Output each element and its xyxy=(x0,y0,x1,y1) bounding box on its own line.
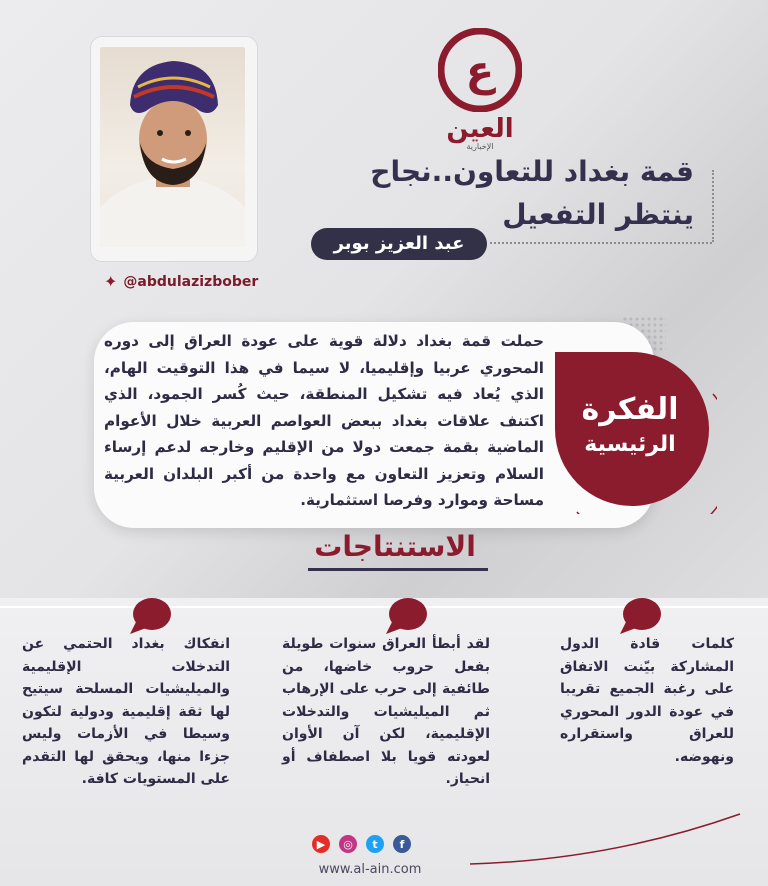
facebook-icon[interactable]: f xyxy=(393,835,411,853)
logo-subtitle: الإخبارية xyxy=(466,142,494,151)
main-idea-subtitle: الرئيسية xyxy=(584,432,676,457)
twitter-bird-icon: ✦ xyxy=(104,272,118,291)
author-name-badge: عبد العزيز بوبر xyxy=(311,228,487,260)
conclusion-item-2: لقد أبطأ العراق سنوات طويلة بفعل حروب خاضها، من طائفية إلى حرب على الإرهاب ثم الميليشيات والتدخلات الإقليمية، لكن آن الأوان لعودته قويا بلا اصطفاف أو انحياز. xyxy=(282,636,490,787)
logo-wordmark: العين xyxy=(446,114,514,144)
main-idea-badge xyxy=(547,344,717,514)
decorative-curve xyxy=(470,808,750,868)
headline-line-2: ينتظر التفعيل xyxy=(502,198,694,231)
speech-bubble-icon xyxy=(384,596,428,636)
headline-line-1: قمة بغداد للتعاون..نجاح xyxy=(370,155,694,188)
conclusions-underline xyxy=(308,568,488,571)
author-handle-text: @abdulazizbober xyxy=(123,273,259,290)
youtube-icon[interactable]: ▶ xyxy=(312,835,330,853)
speech-bubble-icon xyxy=(128,596,172,636)
website-link[interactable]: www.al-ain.com xyxy=(318,862,422,877)
main-idea-title: الفكرة xyxy=(581,392,679,427)
al-ain-logo xyxy=(438,28,522,112)
headline-dotted-frame-horizontal xyxy=(490,242,712,244)
conclusions-title: الاستنتاجات xyxy=(314,530,476,563)
author-photo xyxy=(100,47,245,247)
social-icons xyxy=(312,835,411,853)
author-handle[interactable] xyxy=(104,272,258,291)
conclusion-item-1: كلمات قادة الدول المشاركة بيّنت الاتفاق على رغبة الجميع تقريبا في عودة الدور المحوري للعراق واستقراره ونهوضه. xyxy=(560,636,734,765)
main-idea-text: حملت قمة بغداد دلالة قوية على عودة العراق إلى دوره المحوري عربيا وإقليميا، لا سيما في هذا التوقيت الهام، الذي يُعاد فيه تشكيل المنطقة، حيث كُسر الجمود، الذي اكتنف علاقات بغداد ببعض العواصم العربية خلال الأعوام الماضية بقمة جمعت دولا من الإقليم وخارجه لدعم إرساء السلام وتعزيز التعاون مع واحدة من أكبر البلدان العربية مساحة وموارد وفرصا استثمارية. xyxy=(104,332,544,509)
instagram-icon[interactable]: ◎ xyxy=(339,835,357,853)
speech-bubble-icon xyxy=(618,596,662,636)
conclusion-item-3: انفكاك بغداد الحتمي عن التدخلات الإقليمية والميليشيات المسلحة سيتيح لها ثقة إقليمية ودولية لتكون وسيطا في الأزمات وليس جزءا منها، ويحقق لها التقدم على المستويات كافة. xyxy=(22,636,230,787)
twitter-icon[interactable]: t xyxy=(366,835,384,853)
headline xyxy=(314,150,694,236)
logo-letter: ع xyxy=(465,46,495,95)
headline-dotted-frame-vertical xyxy=(712,170,714,242)
